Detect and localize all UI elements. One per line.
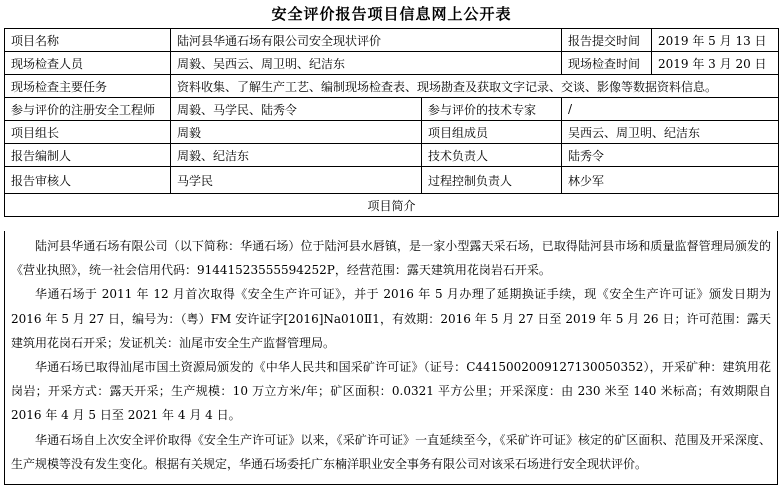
page-title: 安全评价报告项目信息网上公开表 xyxy=(271,5,512,23)
report-reviewer-value: 马学民 xyxy=(171,167,422,194)
team-leader-label: 项目组长 xyxy=(5,121,171,144)
process-lead-value: 林少军 xyxy=(562,167,779,194)
project-name-label: 项目名称 xyxy=(5,29,171,52)
submit-time-label: 报告提交时间 xyxy=(562,29,652,52)
experts-value: / xyxy=(562,98,779,121)
engineers-label: 参与评价的注册安全工程师 xyxy=(5,98,171,121)
table-row xyxy=(5,194,779,217)
table-row xyxy=(5,75,779,98)
main-tasks-label: 现场检查主要任务 xyxy=(5,75,171,98)
intro-heading: 项目简介 xyxy=(5,194,779,217)
intro-body xyxy=(4,231,778,485)
process-lead-label: 过程控制负责人 xyxy=(422,167,562,194)
submit-time-value: 2019 年 5 月 13 日 xyxy=(652,29,779,52)
tech-lead-value: 陆秀令 xyxy=(562,144,779,167)
intro-paragraph: 华通石场自上次安全评价取得《安全生产许可证》以来，《采矿许可证》一直延续至今，《采矿许可证》核定的矿区面积、范围及开采深度、生产规模等没有发生变化。根据有关规定，华通石场委托广东楠洋职业安全事务有限公司对该采石场进行安全现状评价。 xyxy=(11,432,771,471)
inspect-time-label: 现场检查时间 xyxy=(562,52,652,75)
table-row xyxy=(5,52,779,75)
table-row xyxy=(5,144,779,167)
intro-paragraph: 华通石场已取得汕尾市国土资源局颁发的《中华人民共和国采矿许可证》（证号：C4415002009127130050352），开采矿种：建筑用花岗岩；开采方式：露天开采；生产规模：10 万立方米/年；矿区面积：0.0321 平方公里；开采深度：由 230 米至 140 米标高；有效期限自 2016 年 4 月 5 日至 2021 年 4 月 4 日。 xyxy=(11,360,771,423)
intro-paragraph: 华通石场于 2011 年 12 月首次取得《安全生产许可证》，并于 2016 年 5 月办理了延期换证手续，现《安全生产许可证》颁发日期为 2016 年 5 月 27 日，编号为：（粤）FM 安许证字[2016]Na010Ⅱ1，有效期：2016 年 5 月 27 日至 2019 年 5 月 26 日；许可范围：露天建筑用花岗石开采；发证机关：汕尾市安全生产监督管理局。 xyxy=(11,287,771,350)
engineers-value: 周毅、马学民、陆秀令 xyxy=(171,98,422,121)
table-row xyxy=(5,98,779,121)
inspect-time-value: 2019 年 3 月 20 日 xyxy=(652,52,779,75)
main-tasks-value: 资料收集、了解生产工艺、编制现场检查表、现场勘查及获取文字记录、交谈、影像等数据资料信息。 xyxy=(171,75,779,98)
team-members-value: 吴西云、周卫明、纪洁东 xyxy=(562,121,779,144)
table-row xyxy=(5,167,779,194)
report-author-value: 周毅、纪洁东 xyxy=(171,144,422,167)
table-row xyxy=(5,29,779,52)
team-leader-value: 周毅 xyxy=(171,121,422,144)
report-reviewer-label: 报告审核人 xyxy=(5,167,171,194)
tech-lead-label: 技术负责人 xyxy=(422,144,562,167)
intro-paragraph: 陆河县华通石场有限公司（以下简称：华通石场）位于陆河县水唇镇，是一家小型露天采石场，已取得陆河县市场和质量监督管理局颁发的《营业执照》，统一社会信用代码：91441523555594252P，经营范围：露天建筑用花岗岩石开采。 xyxy=(11,239,771,278)
table-row xyxy=(5,121,779,144)
report-author-label: 报告编制人 xyxy=(5,144,171,167)
inspectors-label: 现场检查人员 xyxy=(5,52,171,75)
info-table xyxy=(4,28,779,217)
project-name-value: 陆河县华通石场有限公司安全现状评价 xyxy=(171,29,562,52)
inspectors-value: 周毅、吴西云、周卫明、纪洁东 xyxy=(171,52,562,75)
team-members-label: 项目组成员 xyxy=(422,121,562,144)
experts-label: 参与评价的技术专家 xyxy=(422,98,562,121)
